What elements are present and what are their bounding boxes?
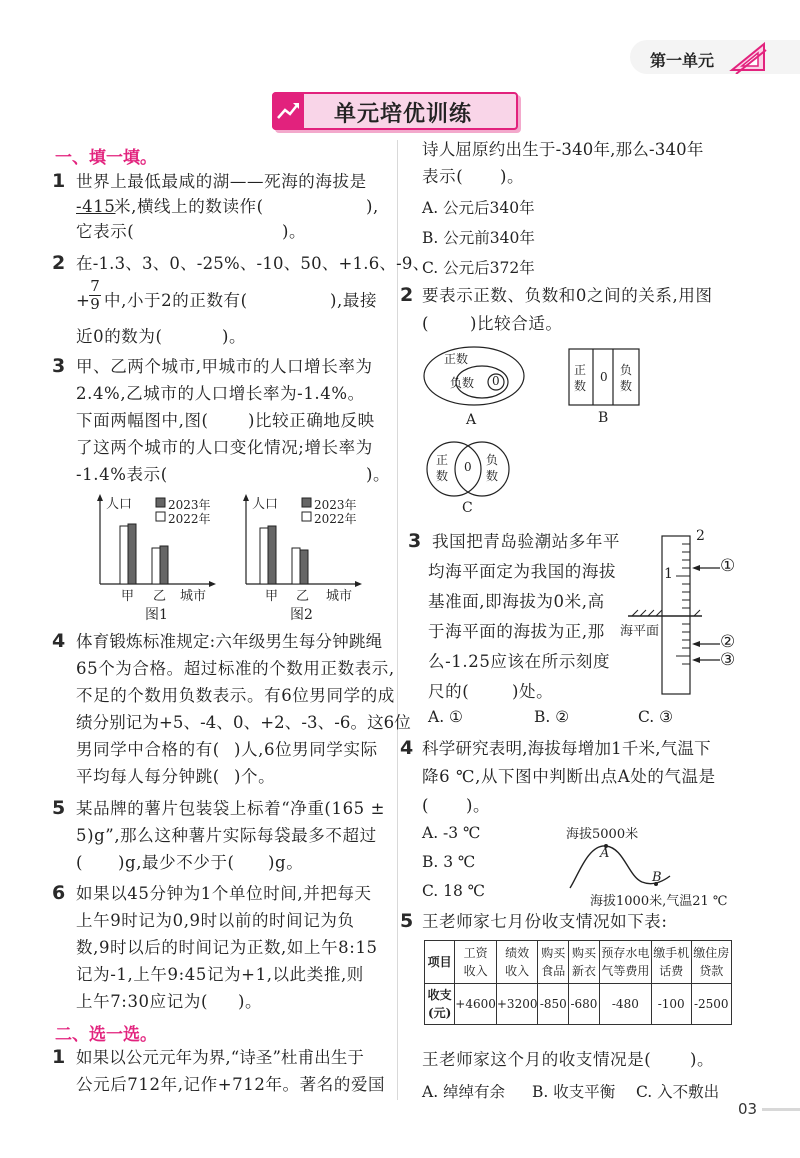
budget-col-3-l1: 购买 [541,946,566,960]
q5-line3-end: )g。 [268,853,304,872]
q1-line3: 它表示( [76,222,135,241]
budget-col-7-l1: 缴住房 [693,946,730,960]
point-a-label: A [600,846,610,861]
mountain-curve [566,836,696,892]
budget-col-7 [691,941,731,984]
s2-q2-number: 2 [400,284,414,306]
ruler-mark-2: ② [720,632,736,652]
chart1-legend-2023-swatch [156,498,165,507]
s2-q2-line2-end: )比较合适。 [470,314,563,333]
s2-q3-line1: 我国把青岛验潮站多年平 [432,532,621,551]
diagram-b-zero: 0 [600,370,608,384]
diagram-b-label: B [598,410,609,426]
q3-line5-end: )。 [366,465,391,484]
s2-q3-line4: 于海平面的海拔为正,那 [428,622,605,641]
q6-line5-end: )。 [238,992,263,1011]
budget-table-header-row [425,941,732,984]
chart2-bar-yi-2022 [292,548,300,584]
s2-q3-line5: 么-1.25应该在所示刻度 [428,652,611,671]
budget-row-header-2 [425,984,455,1025]
q4-line5-end: )人,6位男同学实际 [234,740,378,759]
chart2-legend-2022-swatch [302,512,311,521]
budget-col-5-l2: 气等费用 [601,964,650,978]
q6-number: 6 [52,882,66,904]
q6-line3: 数,9时以后的时间记为正数,如上午8:15 [76,938,378,957]
diagram-c-right: 负数 [486,453,499,483]
q4-line5: 男同学中合格的有( [76,740,220,759]
q5-line1: 某品牌的薯片包装袋上标着“净重(165 ± [76,799,386,818]
s2-q5-line1: 王老师家七月份收支情况如下表: [422,912,668,931]
chart1-caption: 图1 [145,607,168,623]
ruler-mark-1: ① [720,556,736,576]
chart1-bar-yi-2022 [152,548,160,584]
q1-line3-end: )。 [282,222,307,241]
chart2-bar-yi-2023 [300,550,308,584]
budget-col-1 [455,941,497,984]
budget-col-5 [599,941,651,984]
s2-q3-number: 3 [408,530,422,552]
chart1-bar-jia-2022 [120,526,128,584]
budget-col-4-l1: 购买 [571,946,596,960]
unit-label: 第一单元 [650,51,715,70]
q2-fraction [89,278,101,313]
s2-q4-line2: 降6 ℃,从下图中判断出点A处的气温是 [422,767,716,786]
q1-line2-end: ), [366,197,379,216]
budget-val-5: -480 [599,984,651,1025]
q3-line3-end: )比较正确地反映 [248,411,375,430]
chart1-legend-2022-swatch [156,512,165,521]
budget-col-4-l2: 新衣 [571,964,596,978]
s2-q4-line1: 科学研究表明,海拔每增加1千米,气温下 [422,739,711,758]
column-divider [397,140,398,1100]
s2-q2-line1: 要表示正数、负数和0之间的关系,用图 [422,286,713,305]
chart2-bar-jia-2022 [260,528,268,584]
q1-number: 1 [52,170,66,192]
budget-col-2 [496,941,538,984]
q5-line3-mid: )g,最少不少于( [118,853,235,872]
ruler-top-label: 2 [696,528,705,544]
s2-q4-option-c: C. 18 ℃ [422,882,486,900]
chart1-legend-2022: 2022年 [168,512,211,526]
q4-line1: 体育锻炼标准规定:六年级男生每分钟跳绳 [76,632,383,651]
s2-q2-line2: ( [422,314,430,333]
q4-line6: 平均每人每分钟跳( [76,767,220,786]
q3-line1: 甲、乙两个城市,甲城市的人口增长率为 [76,357,373,376]
q2-frac-num: 7 [90,277,100,295]
q2-line1: 在-1.3、3、0、-25%、-10、50、+1.6、-9、 [76,254,430,273]
q3-line2: 2.4%,乙城市的人口增长率为-1.4%。 [76,384,365,403]
s2-q1-option-c: C. 公元后372年 [422,259,535,277]
budget-val-7: -2500 [691,984,731,1025]
diagram-b-left: 正数 [574,363,587,393]
chart1-bar-yi-2023 [160,546,168,584]
s2-q1-option-a: A. 公元后340年 [422,199,535,217]
bottom-label: 海拔1000米,气温21 ℃ [590,894,728,909]
budget-val-1: +4600 [455,984,497,1025]
budget-row-header-2a: 收支 [427,988,452,1002]
ruler-mid-label: 1 [664,566,673,582]
chart2-cat1: 甲 [265,589,279,604]
section2-title: 二、选一选。 [55,1025,157,1045]
s2-q3-option-b: B. ② [534,708,570,726]
page-number-bar [762,1108,800,1111]
q2-line3: 近0的数为( [76,327,163,346]
diagram-c-zero: 0 [464,460,472,474]
chart1-ylabel: 人口 [106,497,133,512]
s2-q5-line2-end: )。 [690,1050,715,1069]
q6-line5: 上午7:30应记为( [76,992,208,1011]
budget-val-4: -680 [569,984,600,1025]
s2-q1-number: 1 [52,1046,66,1068]
s2-q4-line3: ( [422,796,430,815]
budget-col-3 [538,941,569,984]
s2-q1-line4-end: )。 [500,167,525,186]
budget-col-6 [651,941,691,984]
q1-underlined: -415 [76,197,116,216]
s2-q5-option-b: B. 收支平衡 [532,1083,616,1101]
chart1-legend-2023: 2023年 [168,498,211,512]
section1-title: 一、填一填。 [55,148,157,168]
budget-row-header-1: 项目 [425,941,455,984]
s2-q3-line2: 均海平面定为我国的海拔 [428,562,617,581]
q2-line3-end: )。 [222,327,247,346]
s2-q1-option-b: B. 公元前340年 [422,229,535,247]
s2-q4-option-b: B. 3 ℃ [422,853,476,871]
chart2-cat2: 乙 [296,589,310,604]
q3-line3: 下面两幅图中,图( [76,411,209,430]
depth-ruler [620,530,790,700]
diagram-a-outer: 正数 [444,352,469,366]
budget-val-2: +3200 [496,984,538,1025]
q5-line2: 5)g”,那么这种薯片实际每袋最多不超过 [76,826,377,845]
q6-line1: 如果以45分钟为1个单位时间,并把每天 [76,884,372,903]
q3-line5: -1.4%表示( [76,465,168,484]
s2-q3-option-a: A. ① [428,708,463,726]
budget-val-3: -850 [538,984,569,1025]
diagram-c-label: C [462,500,473,516]
budget-col-4 [569,941,600,984]
s2-q5-line2: 王老师家这个月的收支情况是( [422,1050,652,1069]
q1-line1: 世界上最低最咸的湖——死海的海拔是 [76,172,367,191]
s2-q3-option-c: C. ③ [638,708,674,726]
diagram-b-right: 负数 [620,363,633,393]
q3-line4: 了这两个城市的人口变化情况;增长率为 [76,438,373,457]
chart2-bar-jia-2023 [268,526,276,584]
q4-line2: 65个为合格。超过标准的个数用正数表示, [76,659,395,678]
s2-q5-number: 5 [400,910,414,932]
diagram-c-left: 正数 [436,453,449,483]
budget-table [424,940,732,1025]
budget-val-6: -100 [651,984,691,1025]
q6-line4: 记为-1,上午9:45记为+1,以此类推,则 [76,965,364,984]
budget-col-1-l1: 工资 [463,946,488,960]
chart1-cat1: 甲 [121,589,135,604]
sea-level-label: 海平面 [620,624,660,639]
budget-col-2-l1: 绩效 [505,946,530,960]
diagram-a-label: A [466,412,477,428]
q5-line3: ( [76,853,84,872]
s2-q3-line3: 基准面,即海拔为0米,高 [428,592,605,611]
q2-number: 2 [52,252,66,274]
chart1-bar-jia-2023 [128,524,136,584]
s2-q4-number: 4 [400,737,414,759]
chart2-ylabel: 人口 [252,497,279,512]
chart2-caption: 图2 [290,607,313,623]
ruler-mark-3: ③ [720,650,736,670]
q2-line2: 中,小于2的正数有( [104,291,248,310]
ruler-triangle-icon [728,40,768,74]
budget-col-2-l2: 收入 [505,964,530,978]
chart2-legend-2022: 2022年 [314,512,357,526]
s2-q4-line3-end: )。 [466,796,491,815]
s2-q1-line2: 公元后712年,记作+712年。著名的爱国 [76,1075,386,1094]
q5-number: 5 [52,797,66,819]
q4-line3: 不足的个数用负数表示。有6位男同学的成 [76,686,395,705]
budget-col-1-l2: 收入 [463,964,488,978]
q4-line6-end: )个。 [234,767,276,786]
s2-q3-line6: 尺的( [428,682,470,701]
q2-frac-den: 9 [90,295,100,313]
budget-col-6-l2: 话费 [659,964,684,978]
page-title: 单元培优训练 [334,102,473,127]
peak-label: 海拔5000米 [566,827,639,842]
q4-line4: 绩分别记为+5、-4、0、+2、-3、-6。这6位 [76,713,411,732]
q6-line2: 上午9时记为0,9时以前的时间记为负 [76,911,355,930]
s2-q5-option-a: A. 绰绰有余 [422,1083,506,1101]
point-b-label: B [652,870,662,885]
budget-col-3-l2: 食品 [541,964,566,978]
diagram-a-inner: 负数 [450,376,475,390]
page-number: 03 [738,1100,758,1118]
s2-q1-line1: 如果以公元元年为界,“诗圣”杜甫出生于 [76,1048,365,1067]
trend-icon [276,100,300,122]
s2-q3-line6-end: )处。 [512,682,554,701]
chart1-xlabel: 城市 [180,589,207,604]
s2-q1-line4: 表示( [422,167,464,186]
chart2-legend-2023: 2023年 [314,498,357,512]
q4-number: 4 [52,630,66,652]
s2-q5-option-c: C. 入不敷出 [636,1083,720,1101]
budget-col-7-l2: 贷款 [699,964,724,978]
q3-number: 3 [52,355,66,377]
q1-line2: 米,横线上的数读作( [114,197,264,216]
chart2-xlabel: 城市 [326,589,353,604]
budget-table-value-row [425,984,732,1025]
budget-col-5-l1: 预存水电 [601,946,650,960]
s2-q4-option-a: A. -3 ℃ [422,824,481,842]
diagram-a-zero: 0 [492,374,500,388]
budget-col-6-l1: 缴手机 [653,946,690,960]
q2-plus: + [76,291,91,310]
budget-row-header-2b: (元) [427,1006,452,1020]
q2-line2-end: ),最接 [330,291,378,310]
chart1-cat2: 乙 [153,589,167,604]
chart2-legend-2023-swatch [302,498,311,507]
s2-q1-line3: 诗人屈原约出生于-340年,那么-340年 [422,140,704,159]
